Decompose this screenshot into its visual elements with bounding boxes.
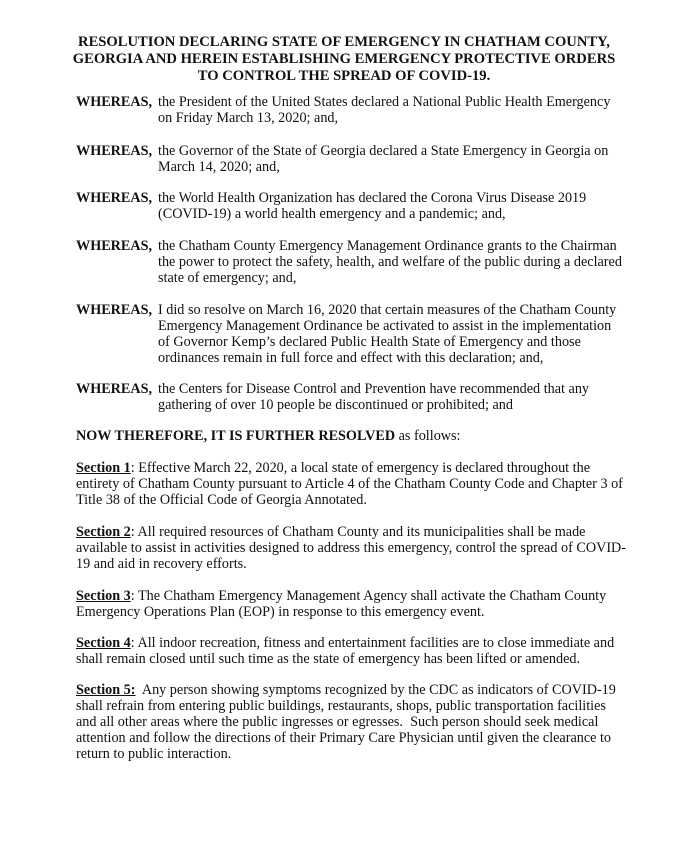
section-line: shall refrain from entering public buildings, restaurants, shops, public transportation facilities	[76, 698, 606, 714]
section-line: and all other areas where the public ingresses or egresses. Such person should seek medical	[76, 714, 599, 730]
whereas-line: of Governor Kemp’s declared Public Health State of Emergency and those	[158, 334, 581, 350]
section-4	[76, 635, 636, 667]
now-therefore-bold: NOW THEREFORE, IT IS FURTHER RESOLVED	[76, 428, 396, 444]
whereas-line: the President of the United States declared a National Public Health Emergency	[158, 94, 611, 110]
section-label: Section 3	[76, 588, 131, 604]
section-label: Section 5:	[76, 682, 136, 698]
whereas-line: the Governor of the State of Georgia declared a State Emergency in Georgia on	[158, 143, 609, 159]
whereas-keyword: WHEREAS,	[76, 238, 153, 254]
section-line: : Effective March 22, 2020, a local state of emergency is declared throughout the	[130, 460, 591, 476]
section-line: : All required resources of Chatham County and its municipalities shall be made	[130, 524, 586, 540]
whereas-line: March 14, 2020; and,	[158, 159, 280, 175]
section-label: Section 1	[76, 460, 131, 476]
now-therefore-line	[76, 428, 461, 444]
title-line: RESOLUTION DECLARING STATE OF EMERGENCY IN CHATHAM COUNTY,	[78, 34, 610, 50]
whereas-line: Emergency Management Ordinance be activated to assist in the implementation	[158, 318, 612, 334]
whereas-line: gathering of over 10 people be discontinued or prohibited; and	[158, 397, 513, 413]
section-line: return to public interaction.	[76, 746, 232, 762]
section-label: Section 2	[76, 524, 131, 540]
section-line: shall remain closed until such time as the state of emergency has been lifted or amended.	[76, 651, 581, 667]
whereas-keyword: WHEREAS,	[76, 143, 153, 159]
section-line: 19 and aid in recovery efforts.	[76, 556, 247, 572]
section-2	[76, 524, 636, 572]
section-line: attention and follow the directions of their Primary Care Physician until given the clearance to	[76, 730, 612, 746]
title-line: TO CONTROL THE SPREAD OF COVID-19.	[197, 68, 491, 84]
resolution-title	[60, 34, 628, 85]
section-line: Emergency Operations Plan (EOP) in response to this emergency event.	[76, 604, 485, 620]
whereas-line: the World Health Organization has declared the Corona Virus Disease 2019	[158, 190, 587, 206]
now-therefore-rest: as follows:	[395, 428, 461, 444]
whereas-line: on Friday March 13, 2020; and,	[158, 110, 339, 126]
whereas-line: the Centers for Disease Control and Prevention have recommended that any	[158, 381, 590, 397]
whereas-line: the power to protect the safety, health, and welfare of the public during a declared	[158, 254, 622, 270]
whereas-line: I did so resolve on March 16, 2020 that certain measures of the Chatham County	[158, 302, 617, 318]
section-line: available to assist in activities designed to address this emergency, control the spread of COVID-	[76, 540, 627, 556]
section-5	[76, 682, 636, 762]
title-line: GEORGIA AND HEREIN ESTABLISHING EMERGENCY PROTECTIVE ORDERS	[72, 51, 616, 67]
whereas-keyword: WHEREAS,	[76, 381, 153, 397]
whereas-keyword: WHEREAS,	[76, 190, 153, 206]
whereas-keyword: WHEREAS,	[76, 94, 153, 110]
section-label: Section 4	[76, 635, 131, 651]
whereas-line: the Chatham County Emergency Management Ordinance grants to the Chairman	[158, 238, 617, 254]
section-1	[76, 460, 636, 508]
section-line: entirety of Chatham County pursuant to Article 4 of the Chatham County Code and Chapter 3 of	[76, 476, 623, 492]
whereas-line: (COVID-19) a world health emergency and a pandemic; and,	[158, 206, 506, 222]
whereas-keyword: WHEREAS,	[76, 302, 153, 318]
section-line: Title 38 of the Official Code of Georgia Annotated.	[76, 492, 367, 508]
section-3	[76, 588, 636, 620]
whereas-line: state of emergency; and,	[158, 270, 297, 286]
section-line: : The Chatham Emergency Management Agency shall activate the Chatham County	[130, 588, 607, 604]
whereas-line: ordinances remain in full force and effect with this declaration; and,	[158, 350, 544, 366]
section-line: : All indoor recreation, fitness and entertainment facilities are to close immediate and	[130, 635, 615, 651]
section-line: Any person showing symptoms recognized by the CDC as indicators of COVID-19	[135, 682, 616, 698]
